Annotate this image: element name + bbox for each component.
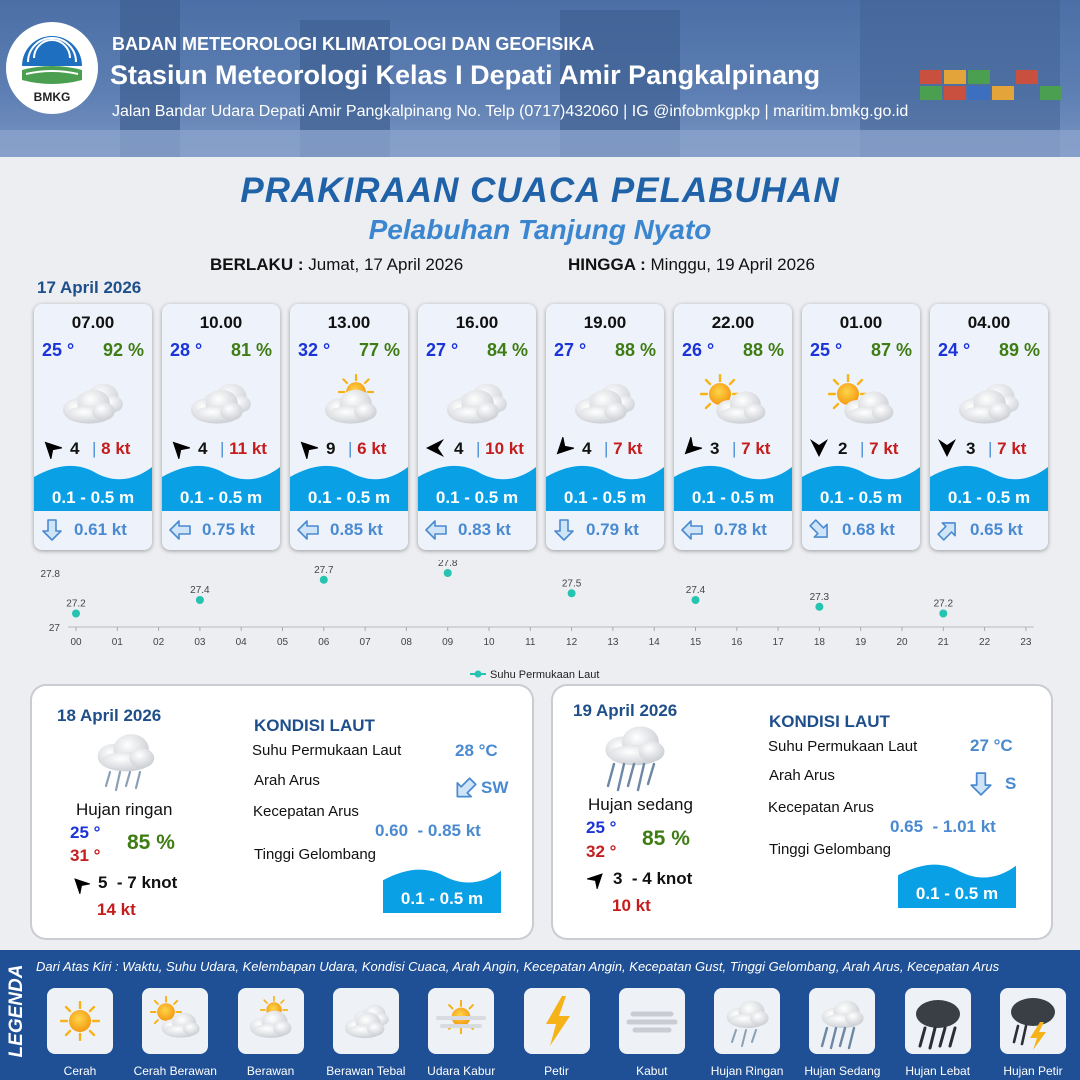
x-tick-label: 11	[525, 637, 536, 648]
current-direction-icon	[808, 518, 832, 542]
hujan-ringan-icon	[90, 728, 160, 794]
sst-point	[72, 610, 80, 618]
forecast-wave: 0.1 - 0.5 m	[691, 488, 775, 507]
forecast-current-speed: 0.61 kt	[74, 520, 127, 539]
legend-item-udara-kabur	[428, 988, 494, 1054]
y-tick-label: 27.8	[40, 569, 60, 580]
day3-wind: 3 - 4 knot	[613, 869, 693, 888]
legend-label: Berawan Tebal	[326, 1064, 406, 1078]
x-tick-label: 04	[235, 637, 247, 648]
forecast-card	[34, 304, 152, 550]
forecast-card	[930, 304, 1048, 550]
day2-humidity: 85 %	[127, 831, 175, 854]
current-direction-icon	[552, 518, 576, 542]
day3-gust: 10 kt	[612, 896, 651, 915]
x-tick-label: 23	[1020, 637, 1032, 648]
legend-description: Dari Atas Kiri : Waktu, Suhu Udara, Kelembapan Udara, Kondisi Cuaca, Arah Angin, Kecepatan Angin, Kecepatan Gust, Tinggi Gelombang, Arah Arus, Kecepatan Arus	[36, 959, 1000, 974]
x-tick-label: 20	[896, 637, 908, 648]
day3-date: 19 April 2026	[573, 701, 678, 720]
sst-point	[320, 576, 328, 584]
forecast-time: 10.00	[199, 313, 243, 332]
x-tick-label: 05	[276, 637, 289, 648]
legend-item-cerah-berawan	[142, 988, 208, 1054]
legend-item-hujan-lebat	[905, 988, 971, 1054]
forecast-gust-value: 8 kt	[101, 439, 131, 458]
forecast-wave: 0.1 - 0.5 m	[563, 488, 647, 507]
berawan-tebal-icon	[333, 988, 399, 1054]
forecast-gust: | 7 kt	[604, 439, 643, 458]
valid-to-label: HINGGA :	[568, 255, 646, 274]
x-tick-label: 06	[318, 637, 330, 648]
forecast-card	[162, 304, 280, 550]
day2-date: 18 April 2026	[57, 706, 162, 725]
forecast-wind-speed: 4	[198, 439, 208, 458]
legend-item-hujan-petir	[1000, 988, 1066, 1054]
forecast-card	[290, 304, 408, 550]
x-tick-label: 18	[813, 637, 825, 648]
hujan-sedang-icon	[596, 720, 672, 792]
day2-kondisi-title: KONDISI LAUT	[254, 716, 375, 735]
forecast-temp: 27 °	[554, 340, 587, 360]
current-direction-icon	[936, 518, 960, 542]
forecast-wind-speed: 4	[454, 439, 464, 458]
sst-point	[568, 589, 576, 597]
legend-label: Petir	[544, 1064, 569, 1078]
valid-from-label: BERLAKU :	[210, 255, 304, 274]
day3-kondisi-title: KONDISI LAUT	[769, 712, 890, 731]
forecast-wave: 0.1 - 0.5 m	[435, 488, 519, 507]
legend-swatch-dot	[475, 671, 482, 678]
wind-direction-icon	[808, 437, 830, 459]
legend-label: Cerah	[63, 1064, 97, 1078]
day2-wind: 5 - 7 knot	[98, 873, 178, 892]
x-tick-label: 13	[607, 637, 619, 648]
valid-from	[210, 255, 463, 275]
forecast-wave: 0.1 - 0.5 m	[179, 488, 263, 507]
legend-item-berawan-tebal	[333, 988, 399, 1054]
forecast-humidity: 81 %	[230, 340, 272, 360]
legend-label: Hujan Petir	[1003, 1064, 1063, 1078]
legend-item-berawan	[238, 988, 304, 1054]
legend-label: Berawan	[246, 1064, 295, 1078]
legend-label: Cerah Berawan	[133, 1064, 217, 1078]
kabut-icon	[619, 988, 685, 1054]
x-tick-label: 12	[566, 637, 578, 648]
day2-sst: 28 °C	[455, 741, 498, 760]
forecast-current-speed: 0.85 kt	[330, 520, 383, 539]
day3-current-arrow-icon	[968, 771, 994, 797]
day3-wind-arrow-icon	[587, 869, 607, 889]
forecast-card	[674, 304, 792, 550]
legend-item-hujan-sedang	[809, 988, 875, 1054]
day3-wave: 0.1 - 0.5 m	[915, 884, 999, 903]
berawan-tebal-icon	[184, 374, 258, 426]
current-direction-icon	[424, 518, 448, 542]
forecast-temp: 28 °	[170, 340, 203, 360]
forecast-humidity: 84 %	[486, 340, 528, 360]
cerah-berawan-icon	[824, 374, 898, 426]
sst-data-label: 27.8	[437, 560, 458, 569]
sst-data-label: 27.2	[66, 598, 86, 610]
sst-point	[196, 596, 204, 604]
x-tick-label: 17	[772, 637, 784, 648]
sst-data-label: 27.3	[809, 591, 830, 603]
sst-data-label: 27.7	[314, 564, 334, 576]
forecast-current-speed: 0.79 kt	[586, 520, 639, 539]
logo-text: BMKG	[33, 90, 71, 104]
wind-direction-icon	[552, 437, 574, 459]
legend-item-cerah	[47, 988, 113, 1054]
forecast-temp: 25 °	[810, 340, 843, 360]
sst-point	[815, 603, 823, 611]
day2-current-speed-label: Kecepatan Arus	[253, 803, 359, 820]
forecast-time: 04.00	[967, 313, 1011, 332]
x-tick-label: 07	[359, 637, 371, 648]
day3-current-dir: S	[1005, 774, 1017, 793]
day3-sst-label: Suhu Permukaan Laut	[768, 738, 918, 755]
valid-to	[568, 255, 815, 275]
day2-gust: 14 kt	[97, 900, 136, 919]
x-tick-label: 03	[194, 637, 206, 648]
x-tick-label: 01	[111, 637, 123, 648]
x-tick-label: 21	[937, 637, 949, 648]
legend-item-kabut	[619, 988, 685, 1054]
bmkg-logo	[6, 22, 98, 114]
x-tick-label: 16	[731, 637, 743, 648]
legend-label: Hujan Lebat	[905, 1064, 971, 1078]
cerah-berawan-icon	[142, 988, 208, 1054]
berawan-tebal-icon	[952, 374, 1026, 426]
day3-temp-min: 25 °	[586, 818, 617, 837]
x-tick-label: 14	[648, 637, 660, 648]
x-tick-label: 02	[153, 637, 165, 648]
forecast-temp: 25 °	[42, 340, 75, 360]
agency-name: BADAN METEOROLOGI KLIMATOLOGI DAN GEOFISIKA	[112, 34, 595, 54]
cerah-icon	[47, 988, 113, 1054]
cerah-berawan-icon	[696, 374, 770, 426]
station-name: Stasiun Meteorologi Kelas I Depati Amir Pangkalpinang	[110, 60, 821, 90]
day2-wave-label: Tinggi Gelombang	[254, 846, 377, 863]
forecast-wind-speed: 3	[710, 439, 720, 458]
day2-current-dir: SW	[481, 778, 509, 797]
forecast-temp: 24 °	[938, 340, 971, 360]
legend-series-name: Suhu Permukaan Laut	[490, 669, 600, 681]
forecast-time: 13.00	[327, 313, 371, 332]
forecast-card	[546, 304, 664, 550]
forecast-time: 07.00	[71, 313, 115, 332]
forecast-gust-value: 7 kt	[869, 439, 899, 458]
page-title: PRAKIRAAN CUACA PELABUHAN	[240, 171, 840, 210]
wind-direction-icon	[168, 437, 190, 459]
sst-data-label: 27.5	[561, 578, 582, 590]
valid-to-value: Minggu, 19 April 2026	[650, 255, 815, 274]
day2-current-dir-label: Arah Arus	[254, 772, 320, 789]
legend-label: Udara Kabur	[427, 1064, 496, 1078]
x-tick-label: 09	[442, 637, 454, 648]
sst-point	[692, 596, 700, 604]
day2-temp-min: 25 °	[70, 823, 101, 842]
legend-title: LEGENDA	[6, 964, 27, 1058]
berawan-icon	[312, 374, 386, 426]
sst-point	[444, 569, 452, 577]
forecast-gust: | 10 kt	[476, 439, 524, 458]
day2-sst-label: Suhu Permukaan Laut	[252, 742, 402, 759]
legend-item-petir	[524, 988, 590, 1054]
forecast-temp: 27 °	[426, 340, 459, 360]
day2-wind-arrow-icon	[70, 874, 90, 894]
forecast-humidity: 88 %	[742, 340, 784, 360]
day3-current-speed: 0.65 - 1.01 kt	[890, 817, 996, 836]
sst-data-label: 27.4	[190, 585, 210, 596]
forecast-wave: 0.1 - 0.5 m	[819, 488, 903, 507]
forecast-humidity: 77 %	[358, 340, 400, 360]
x-tick-label: 15	[689, 637, 702, 648]
x-tick-label: 08	[400, 637, 412, 648]
day2-temp-max: 31 °	[70, 846, 101, 865]
forecast-wind-speed: 2	[838, 439, 848, 458]
forecast-humidity: 88 %	[614, 340, 656, 360]
sst-chart-svg	[30, 560, 1050, 682]
forecast-temp: 32 °	[298, 340, 331, 360]
forecast-wind-speed: 3	[966, 439, 976, 458]
forecast-wind-speed: 4	[582, 439, 592, 458]
hujan-petir-icon	[1000, 988, 1066, 1054]
forecast-wind-speed: 9	[326, 439, 336, 458]
legend-label: Kabut	[636, 1064, 668, 1078]
current-direction-icon	[168, 518, 192, 542]
harbor-name: Pelabuhan Tanjung Nyato	[368, 214, 712, 245]
legend-title-box	[2, 958, 32, 1072]
forecast-current-speed: 0.68 kt	[842, 520, 895, 539]
forecast-humidity: 89 %	[998, 340, 1040, 360]
forecast-gust: | 7 kt	[988, 439, 1027, 458]
day1-date: 17 April 2026	[37, 278, 142, 297]
current-direction-icon	[296, 518, 320, 542]
valid-from-value: Jumat, 17 April 2026	[308, 255, 464, 274]
hujan-sedang-icon	[809, 988, 875, 1054]
forecast-time: 22.00	[711, 313, 755, 332]
wind-direction-icon	[424, 437, 446, 459]
wind-direction-icon	[680, 437, 702, 459]
sst-point	[939, 610, 947, 618]
legend-item-hujan-ringan	[714, 988, 780, 1054]
forecast-wave: 0.1 - 0.5 m	[307, 488, 391, 507]
forecast-gust: | 11 kt	[220, 439, 267, 458]
forecast-gust-value: 6 kt	[357, 439, 387, 458]
berawan-tebal-icon	[56, 374, 130, 426]
forecast-current-speed: 0.75 kt	[202, 520, 255, 539]
day2-condition: Hujan ringan	[76, 800, 173, 819]
forecast-gust-value: 7 kt	[997, 439, 1027, 458]
forecast-card	[418, 304, 536, 550]
petir-icon	[524, 988, 590, 1054]
legend-label: Hujan Sedang	[804, 1064, 881, 1078]
forecast-humidity: 87 %	[870, 340, 912, 360]
day3-temp-max: 32 °	[586, 842, 617, 861]
forecast-gust: | 8 kt	[92, 439, 131, 458]
forecast-time: 16.00	[455, 313, 499, 332]
forecast-gust: | 6 kt	[348, 439, 387, 458]
sst-data-label: 27.4	[685, 585, 706, 596]
forecast-card	[802, 304, 920, 550]
forecast-wind-speed: 4	[70, 439, 80, 458]
berawan-tebal-icon	[568, 374, 642, 426]
forecast-humidity: 92 %	[102, 340, 144, 360]
forecast-temp: 26 °	[682, 340, 715, 360]
current-direction-icon	[40, 518, 64, 542]
day2-current-speed: 0.60 - 0.85 kt	[375, 821, 481, 840]
forecast-time: 01.00	[839, 313, 883, 332]
x-tick-label: 22	[979, 637, 991, 648]
sst-data-label: 27.2	[933, 598, 954, 610]
udara-kabur-icon	[428, 988, 494, 1054]
sst-chart	[30, 560, 1050, 682]
hujan-lebat-icon	[905, 988, 971, 1054]
forecast-gust-value: 7 kt	[741, 439, 771, 458]
forecast-current-speed: 0.78 kt	[714, 520, 767, 539]
forecast-current-speed: 0.65 kt	[970, 520, 1023, 539]
forecast-current-speed: 0.83 kt	[458, 520, 511, 539]
day3-wave-label: Tinggi Gelombang	[769, 841, 892, 858]
day3-current-dir-label: Arah Arus	[769, 767, 835, 784]
day3-sst: 27 °C	[970, 736, 1013, 755]
current-direction-icon	[680, 518, 704, 542]
day3-condition: Hujan sedang	[588, 795, 693, 814]
forecast-gust: | 7 kt	[860, 439, 899, 458]
berawan-icon	[238, 988, 304, 1054]
day2-wave: 0.1 - 0.5 m	[400, 889, 484, 908]
wind-direction-icon	[936, 437, 958, 459]
berawan-tebal-icon	[440, 374, 514, 426]
x-tick-label: 00	[70, 637, 82, 648]
forecast-gust-value: 7 kt	[613, 439, 643, 458]
forecast-time: 19.00	[583, 313, 627, 332]
station-address: Jalan Bandar Udara Depati Amir Pangkalpinang No. Telp (0717)432060 | IG @infobmkgpkp | maritim.bmkg.go.id	[112, 103, 909, 120]
forecast-gust: | 7 kt	[732, 439, 771, 458]
forecast-wave: 0.1 - 0.5 m	[947, 488, 1031, 507]
wind-direction-icon	[40, 437, 62, 459]
wind-direction-icon	[296, 437, 318, 459]
forecast-wave: 0.1 - 0.5 m	[51, 488, 135, 507]
day3-humidity: 85 %	[642, 827, 690, 850]
y-tick-label: 27	[48, 623, 60, 634]
x-tick-label: 19	[855, 637, 867, 648]
forecast-gust-value: 11 kt	[229, 439, 267, 458]
day3-current-speed-label: Kecepatan Arus	[768, 799, 874, 816]
forecast-gust-value: 10 kt	[485, 439, 524, 458]
day2-current-arrow-icon	[452, 776, 478, 802]
legend-label: Hujan Ringan	[710, 1064, 784, 1078]
hujan-ringan-icon	[714, 988, 780, 1054]
x-tick-label: 10	[483, 637, 495, 648]
